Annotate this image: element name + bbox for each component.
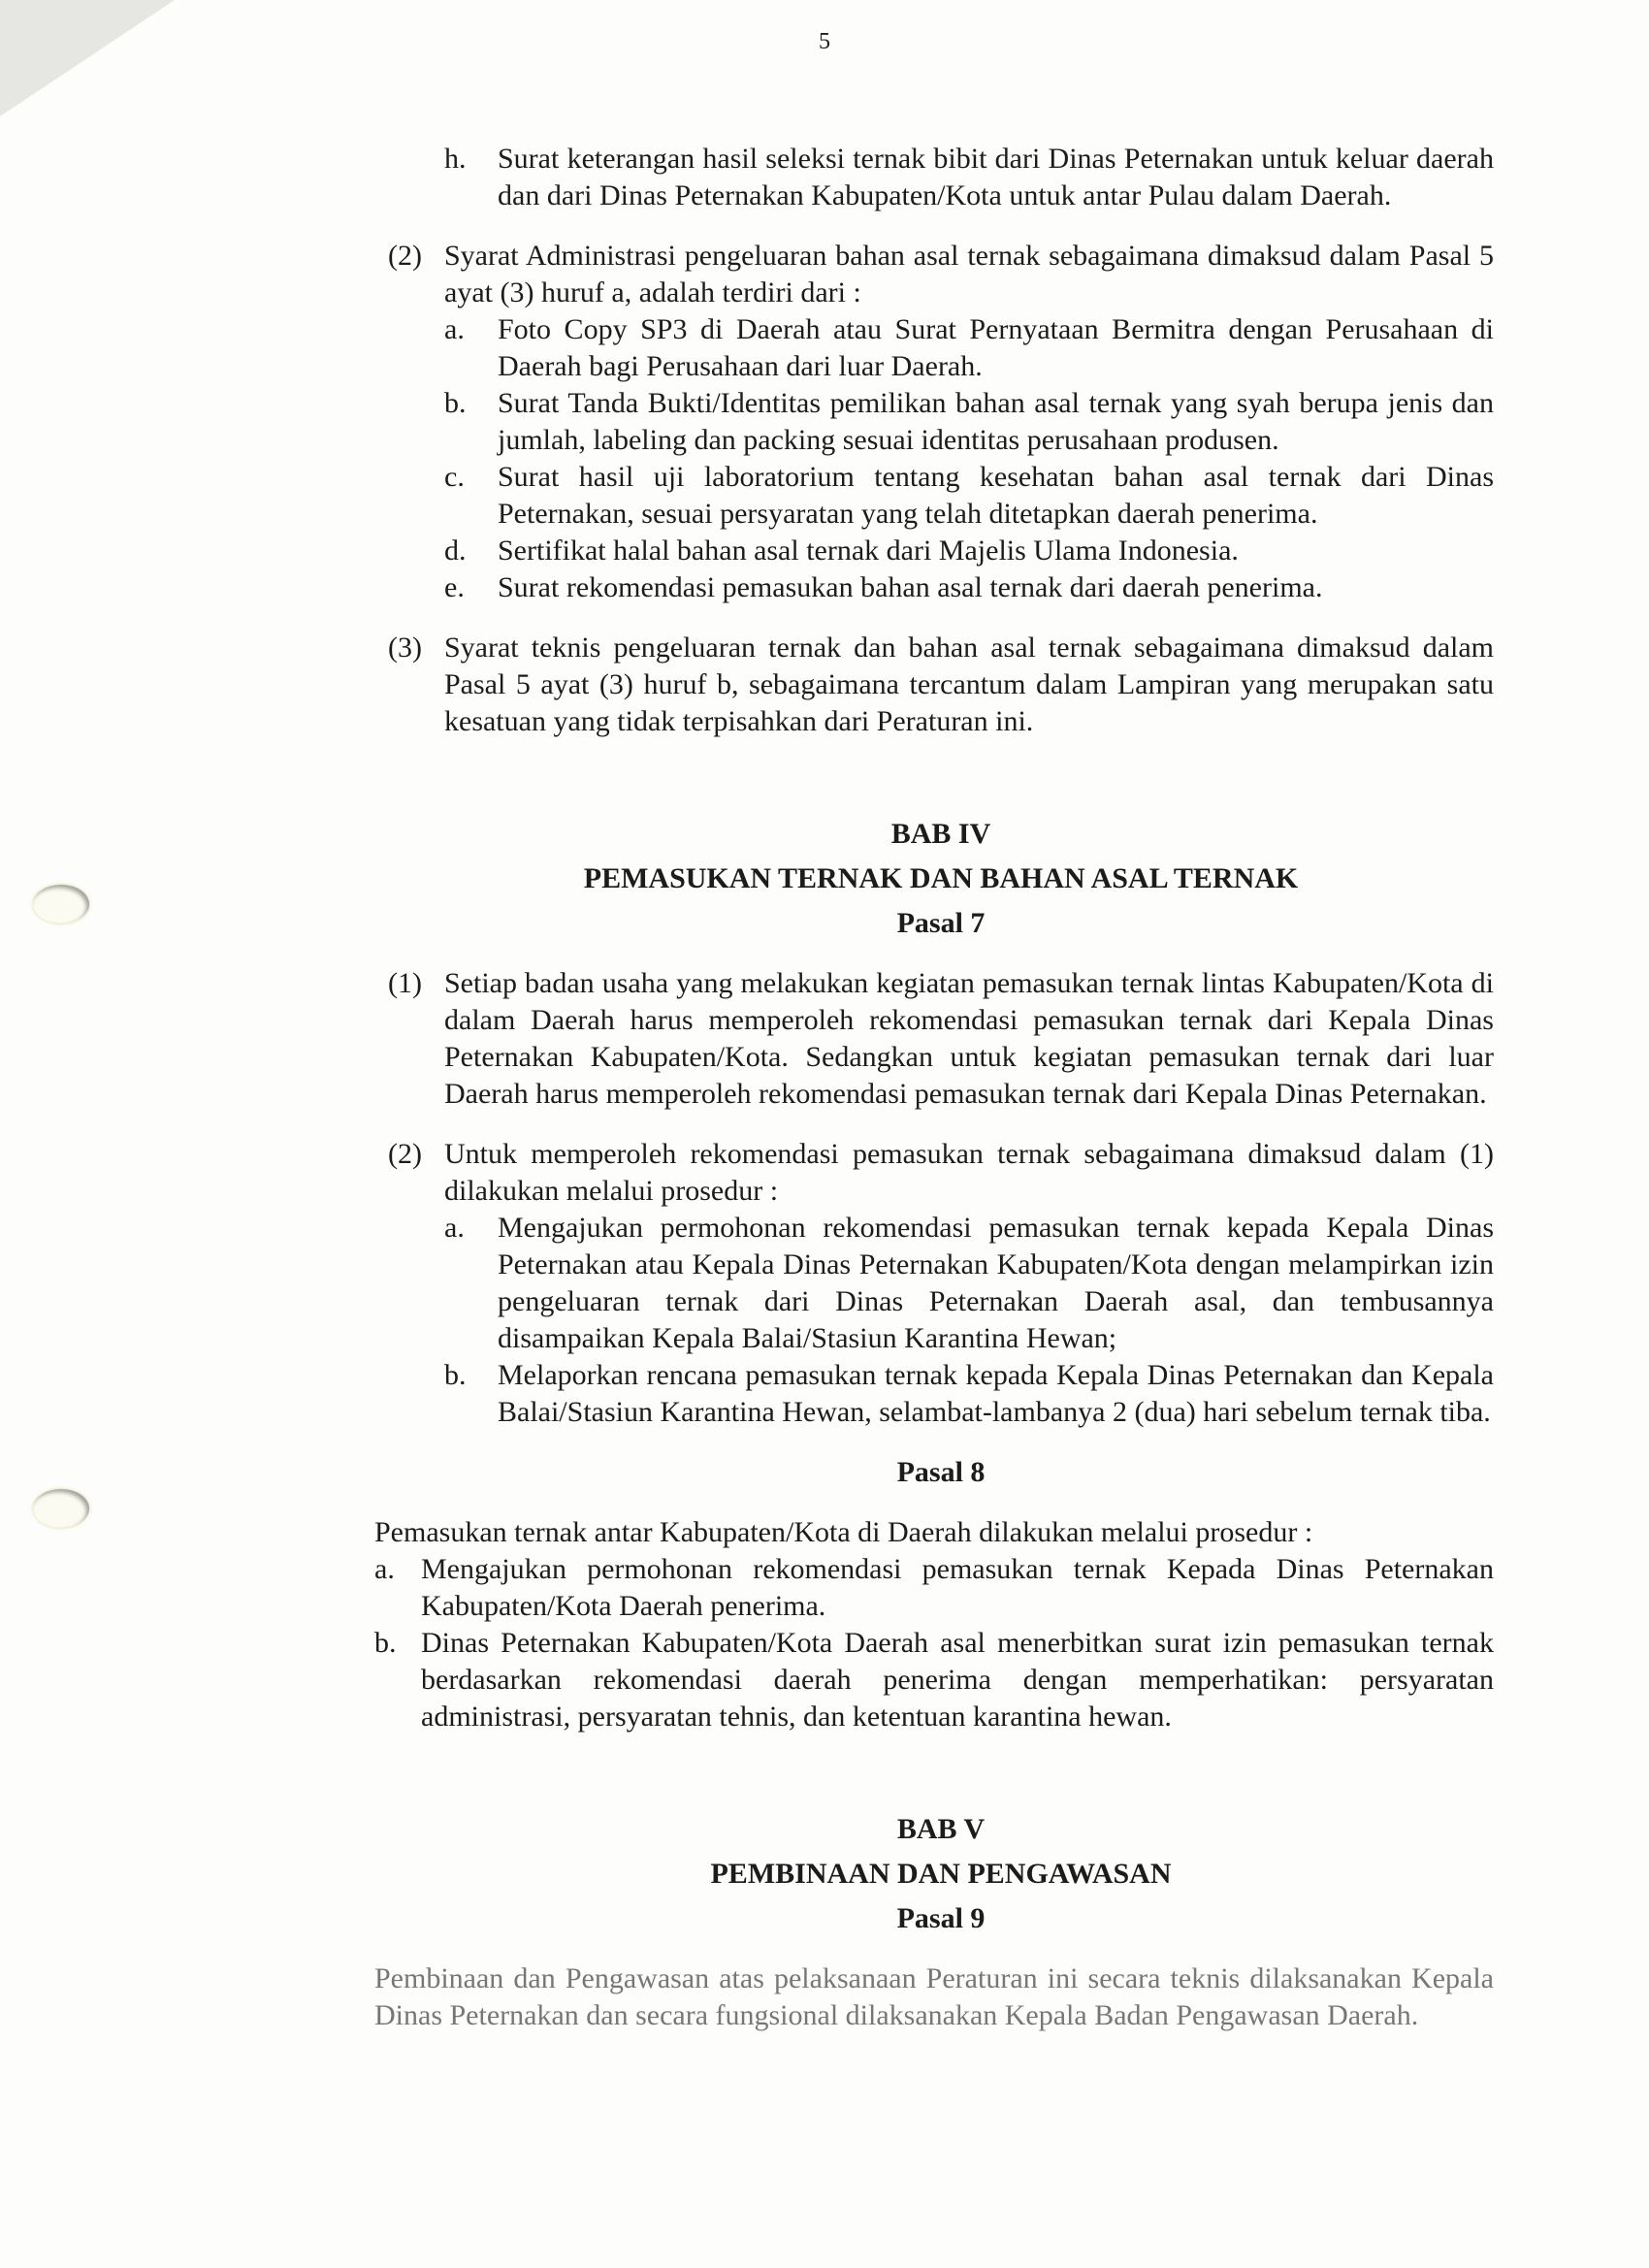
- list-item-text: Melaporkan rencana pemasukan ternak kepada Kepala Dinas Peternakan dan Kepala Balai/Stasiun Karantina Hewan, selambat-lambanya 2 (dua) hari sebelum ternak tiba.: [498, 1359, 1494, 1428]
- clause-text: Syarat teknis pengeluaran ternak dan bahan asal ternak sebagaimana dimaksud dalam Pasal 5 ayat (3) huruf b, sebagaimana tercantum dalam Lampiran yang merupakan satu kesatuan yang tidak terpisahkan dari Peraturan ini.: [444, 632, 1494, 737]
- list-item-c: [444, 459, 1494, 533]
- list-marker: b.: [444, 1359, 467, 1391]
- list-item-e: [444, 569, 1494, 606]
- chapter-title: BAB IV: [890, 818, 991, 850]
- list-item-text: Dinas Peternakan Kabupaten/Kota Daerah asal menerbitkan surat izin pemasukan ternak berdasarkan rekomendasi daerah penerima dengan memperhatikan: persyaratan administrasi, persyaratan tehnis, dan ketentuan karantina hewan.: [421, 1627, 1494, 1733]
- list-item-a: [444, 311, 1494, 385]
- list-marker: c.: [444, 461, 465, 493]
- document-body: [374, 141, 1494, 2034]
- list-item-b: [444, 385, 1494, 459]
- list-item-text: Sertifikat halal bahan asal ternak dari Majelis Ulama Indonesia.: [498, 535, 1239, 567]
- list-item-text: Foto Copy SP3 di Daerah atau Surat Pernyataan Bermitra dengan Perusahaan di Daerah bagi Perusahaan dari luar Daerah.: [498, 313, 1494, 382]
- list-marker: d.: [444, 535, 467, 567]
- punch-hole-top: [33, 885, 89, 923]
- list-marker: h.: [444, 143, 467, 175]
- punch-hole-bottom: [33, 1489, 89, 1528]
- chapter-title: BAB V: [896, 1813, 986, 1845]
- list-item-text: Mengajukan permohonan rekomendasi pemasukan ternak kepada Kepala Dinas Peternakan atau Kepala Dinas Peternakan Kabupaten/Kota dengan melampirkan izin pengeluaran ternak dari Dinas Peternakan Daerah asal, dan tembusannya disampaikan Kepala Balai/Stasiun Karantina Hewan;: [498, 1212, 1494, 1354]
- clause-marker: (2): [388, 240, 422, 272]
- list-marker: a.: [374, 1553, 395, 1585]
- list-item-text: Surat keterangan hasil seleksi ternak bibit dari Dinas Peternakan untuk keluar daerah dan dari Dinas Peternakan Kabupaten/Kota untuk antar Pulau dalam Daerah.: [498, 143, 1494, 211]
- clause-text: Setiap badan usaha yang melakukan kegiatan pemasukan ternak lintas Kabupaten/Kota di dalam Daerah harus memperoleh rekomendasi pemasukan ternak dari Kepala Dinas Peternakan Kabupaten/Kota. Sedangkan untuk kegiatan pemasukan ternak dari luar Daerah harus memperoleh rekomendasi pemasukan ternak dari Kepala Dinas Peternakan.: [444, 967, 1494, 1110]
- list-item-b: [374, 1625, 1494, 1735]
- chapter-subtitle: PEMASUKAN TERNAK DAN BAHAN ASAL TERNAK: [583, 862, 1299, 894]
- list-item-h: [444, 141, 1494, 214]
- list-marker: a.: [444, 313, 465, 345]
- list-item-text: Surat Tanda Bukti/Identitas pemilikan bahan asal ternak yang syah berupa jenis dan jumlah, labeling dan packing sesuai identitas perusahaan produsen.: [498, 387, 1494, 456]
- clause-marker: (3): [388, 632, 422, 664]
- clause-marker: (1): [388, 967, 422, 999]
- chapter-subtitle: PEMBINAAN DAN PENGAWASAN: [710, 1858, 1172, 1890]
- list-marker: b.: [444, 387, 467, 419]
- page-number: 5: [819, 29, 830, 54]
- list-item-a: [374, 1551, 1494, 1625]
- clause-marker: (2): [388, 1138, 422, 1170]
- article-title: Pasal 7: [896, 907, 986, 939]
- list-marker: a.: [444, 1212, 465, 1244]
- list-marker: b.: [374, 1627, 397, 1659]
- clause-text: Syarat Administrasi pengeluaran bahan asal ternak sebagaimana dimaksud dalam Pasal 5 ayat (3) huruf a, adalah terdiri dari :: [444, 240, 1494, 308]
- list-marker: e.: [444, 571, 465, 603]
- article-text: Pembinaan dan Pengawasan atas pelaksanaan Peraturan ini secara teknis dilaksanakan Kepala Dinas Peternakan dan secara fungsional dilaksanakan Kepala Badan Pengawasan Daerah.: [374, 1962, 1494, 2031]
- list-item-a: [444, 1210, 1494, 1357]
- list-item-text: Mengajukan permohonan rekomendasi pemasukan ternak Kepada Dinas Peternakan Kabupaten/Kota Daerah penerima.: [421, 1553, 1494, 1622]
- pasal7-clause-1: [388, 965, 1494, 1113]
- clause-text: Untuk memperoleh rekomendasi pemasukan ternak sebagaimana dimaksud dalam (1) dilakukan melalui prosedur :: [444, 1138, 1494, 1207]
- article-title: Pasal 9: [896, 1902, 986, 1934]
- pasal7-clause-2: [388, 1136, 1494, 1210]
- list-item-d: [444, 533, 1494, 569]
- page-corner-fold: [0, 0, 175, 116]
- article-intro: Pemasukan ternak antar Kabupaten/Kota di Daerah dilakukan melalui prosedur :: [374, 1516, 1313, 1548]
- list-item-text: Surat rekomendasi pemasukan bahan asal ternak dari daerah penerima.: [498, 571, 1323, 603]
- list-item-text: Surat hasil uji laboratorium tentang kesehatan bahan asal ternak dari Dinas Peternakan, sesuai persyaratan yang telah ditetapkan daerah penerima.: [498, 461, 1494, 530]
- article-title: Pasal 8: [896, 1456, 986, 1488]
- clause-3: [388, 630, 1494, 740]
- clause-2: [388, 238, 1494, 311]
- list-item-b: [444, 1357, 1494, 1431]
